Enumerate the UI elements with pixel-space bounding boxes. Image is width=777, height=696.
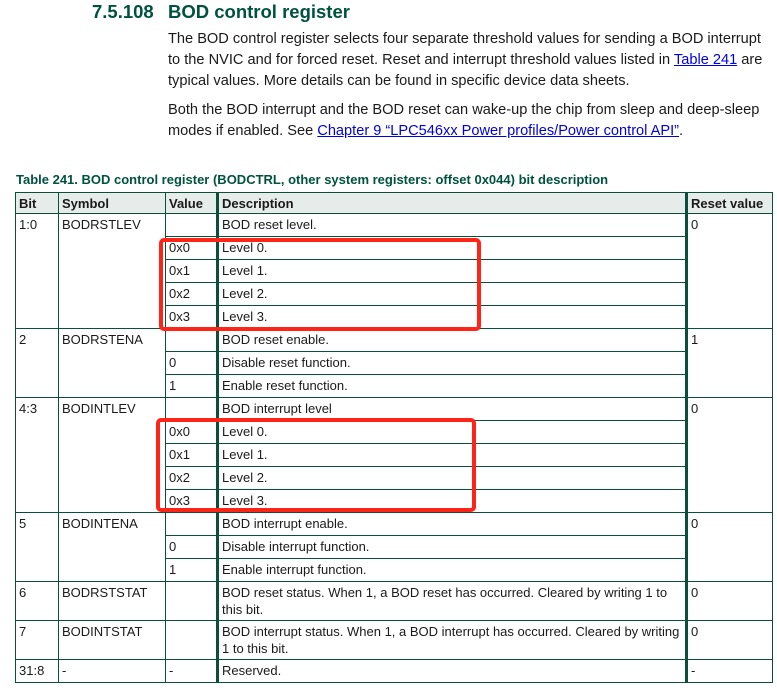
cell-description: Level 0. [218, 237, 687, 260]
cell-description: Level 1. [218, 444, 687, 467]
cell-value [166, 513, 218, 536]
cell-description: Enable interrupt function. [218, 559, 687, 582]
table-row [16, 513, 773, 536]
cell-value: 0 [166, 536, 218, 559]
table-row [16, 621, 773, 660]
cell-reset: 0 [687, 513, 773, 582]
cell-description: BOD interrupt level [218, 398, 687, 421]
cell-bit: 5 [16, 513, 59, 582]
section-number: 7.5.108 [92, 1, 154, 22]
cell-reset: 0 [687, 621, 773, 660]
cell-description: BOD reset status. When 1, a BOD reset has occurred. Cleared by writing 1 to this bit. [218, 582, 687, 621]
cell-value: 0 [166, 352, 218, 375]
cell-description: Reserved. [218, 660, 687, 683]
cell-value: - [166, 660, 218, 683]
section-title: BOD control register [168, 1, 350, 22]
cell-bit: 7 [16, 621, 59, 660]
header-reset-value: Reset value [687, 193, 773, 214]
cell-value: 0x2 [166, 467, 218, 490]
cell-reset: 0 [687, 398, 773, 513]
cell-description: Level 0. [218, 421, 687, 444]
cell-description: BOD interrupt enable. [218, 513, 687, 536]
cell-description: Enable reset function. [218, 375, 687, 398]
header-description: Description [218, 193, 687, 214]
cell-symbol: BODINTENA [59, 513, 166, 582]
cell-symbol: - [59, 660, 166, 683]
cell-symbol: BODINTLEV [59, 398, 166, 513]
cell-bit: 4:3 [16, 398, 59, 513]
paragraph-text: . [679, 123, 684, 139]
cell-description: BOD reset enable. [218, 329, 687, 352]
cell-symbol: BODRSTENA [59, 329, 166, 398]
cell-description: Level 3. [218, 490, 687, 513]
cell-description: Level 3. [218, 306, 687, 329]
cell-reset: 0 [687, 582, 773, 621]
cell-value: 0x1 [166, 260, 218, 283]
section-heading [92, 1, 350, 23]
cell-reset: - [687, 660, 773, 683]
cell-description: Disable interrupt function. [218, 536, 687, 559]
cell-bit: 31:8 [16, 660, 59, 683]
cell-description: Level 2. [218, 467, 687, 490]
cell-value [166, 329, 218, 352]
cell-bit: 6 [16, 582, 59, 621]
register-table [15, 192, 773, 683]
paragraph-intro [168, 29, 768, 92]
cell-bit: 2 [16, 329, 59, 398]
cell-value [166, 398, 218, 421]
table-row [16, 329, 773, 352]
cell-value [166, 582, 218, 621]
table-caption: Table 241. BOD control register (BODCTRL, other system registers: offset 0x044) bit description [16, 172, 609, 187]
table-header-row [16, 193, 773, 214]
cell-value: 1 [166, 559, 218, 582]
cell-value: 0x0 [166, 421, 218, 444]
cell-symbol: BODRSTLEV [59, 214, 166, 329]
table-row [16, 660, 773, 683]
cell-value: 0x1 [166, 444, 218, 467]
table-row [16, 214, 773, 237]
table-row [16, 398, 773, 421]
cell-value [166, 621, 218, 660]
paragraph-text: Both the BOD interrupt and the BOD reset can wake-up the chip from sleep and deep-sleep modes if enabled. See [168, 102, 760, 139]
link-chapter-9[interactable]: Chapter 9 “LPC546xx Power profiles/Power control API” [317, 123, 680, 139]
link-table-241[interactable]: Table 241 [673, 52, 738, 68]
cell-description: BOD interrupt status. When 1, a BOD interrupt has occurred. Cleared by writing 1 to this bit. [218, 621, 687, 660]
cell-value [166, 214, 218, 237]
table-row [16, 582, 773, 621]
header-bit: Bit [16, 193, 59, 214]
cell-symbol: BODINTSTAT [59, 621, 166, 660]
cell-value: 0x3 [166, 306, 218, 329]
cell-bit: 1:0 [16, 214, 59, 329]
cell-description: BOD reset level. [218, 214, 687, 237]
cell-value: 1 [166, 375, 218, 398]
cell-description: Level 1. [218, 260, 687, 283]
cell-description: Level 2. [218, 283, 687, 306]
cell-reset: 1 [687, 329, 773, 398]
paragraph-text: The BOD control register selects four separate threshold values for sending a BOD interrupt to the NVIC and for forced reset. Reset and interrupt threshold values listed in [168, 31, 761, 68]
cell-description: Disable reset function. [218, 352, 687, 375]
cell-reset: 0 [687, 214, 773, 329]
header-value: Value [166, 193, 218, 214]
cell-value: 0x0 [166, 237, 218, 260]
cell-symbol: BODRSTSTAT [59, 582, 166, 621]
header-symbol: Symbol [59, 193, 166, 214]
cell-value: 0x2 [166, 283, 218, 306]
paragraph-text: are typical values. More details can be found in specific device data sheets. [168, 52, 763, 89]
cell-value: 0x3 [166, 490, 218, 513]
paragraph-wakeup [168, 100, 768, 142]
